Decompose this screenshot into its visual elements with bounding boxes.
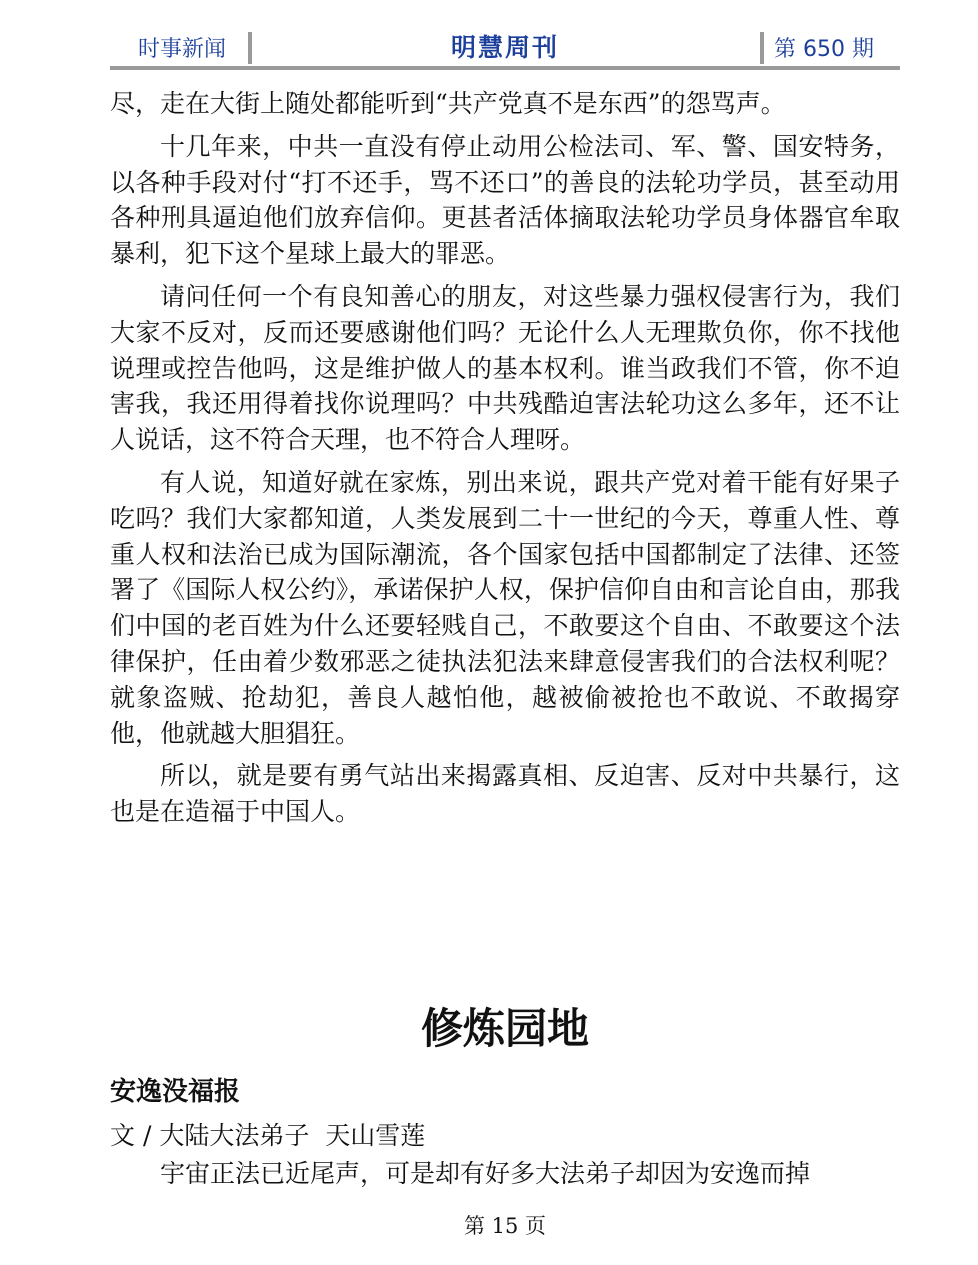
- paragraph: 有人说，知道好就在家炼，别出来说，跟共产党对着干能有好果子吃吗？我们大家都知道，人类发展到二十一世纪的今天，尊重人性、尊重人权和法治已成为国际潮流，各个国家包括中国都制定了法律、还签署了《国际人权公约》，承诺保护人权，保护信仰自由和言论自由，那我们中国的老百姓为什么还要轻贱自己，不敢要这个自由、不敢要这个法律保护，任由着少数邪恶之徒执法犯法来肆意侵害我们的合法权利呢？就象盗贼、抢劫犯，善良人越怕他，越被偷被抢也不敢说、不敢揭穿他，他就越大胆猖狂。: [110, 467, 900, 748]
- article-title: 安逸没福报: [110, 1077, 241, 1107]
- paragraph: 十几年来，中共一直没有停止动用公检法司、军、警、国安特务，以各种手段对付“打不还手，骂不还口”的善良的法轮功学员，甚至动用各种刑具逼迫他们放弃信仰。更甚者活体摘取法轮功学员身体器官牟取暴利，犯下这个星球上最大的罪恶。: [110, 131, 900, 269]
- page-header: [110, 26, 900, 68]
- article-body: [110, 86, 900, 837]
- paragraph: 请问任何一个有良知善心的朋友，对这些暴力强权侵害行为，我们大家不反对，反而还要感谢他们吗？无论什么人无理欺负你，你不找他说理或控告他吗，这是维护做人的基本权利。谁当政我们不管，你不迫害我，我还用得着找你说理吗？中共残酷迫害法轮功这么多年，还不让人说话，这不符合天理，也不符合人理呀。: [110, 281, 900, 455]
- paragraph: 所以，就是要有勇气站出来揭露真相、反迫害、反对中共暴行，这也是在造福于中国人。: [110, 761, 900, 827]
- header-publication-title: 明慧周刊: [450, 33, 559, 62]
- paragraph: 尽，走在大街上随处都能听到“共产党真不是东西”的怨骂声。: [110, 89, 786, 118]
- article-byline: 文 / 大陆大法弟子 天山雪莲: [110, 1121, 426, 1150]
- header-separator-right: [760, 32, 764, 64]
- header-issue-number: 第 650 期: [774, 37, 874, 62]
- header-rule: [110, 66, 900, 70]
- header-section-label: 时事新闻: [138, 37, 227, 62]
- section-title: 修炼园地: [420, 1004, 589, 1053]
- page-number: 第 15 页: [463, 1214, 547, 1238]
- article-first-line: 宇宙正法已近尾声，可是却有好多大法弟子却因为安逸而掉: [160, 1159, 811, 1188]
